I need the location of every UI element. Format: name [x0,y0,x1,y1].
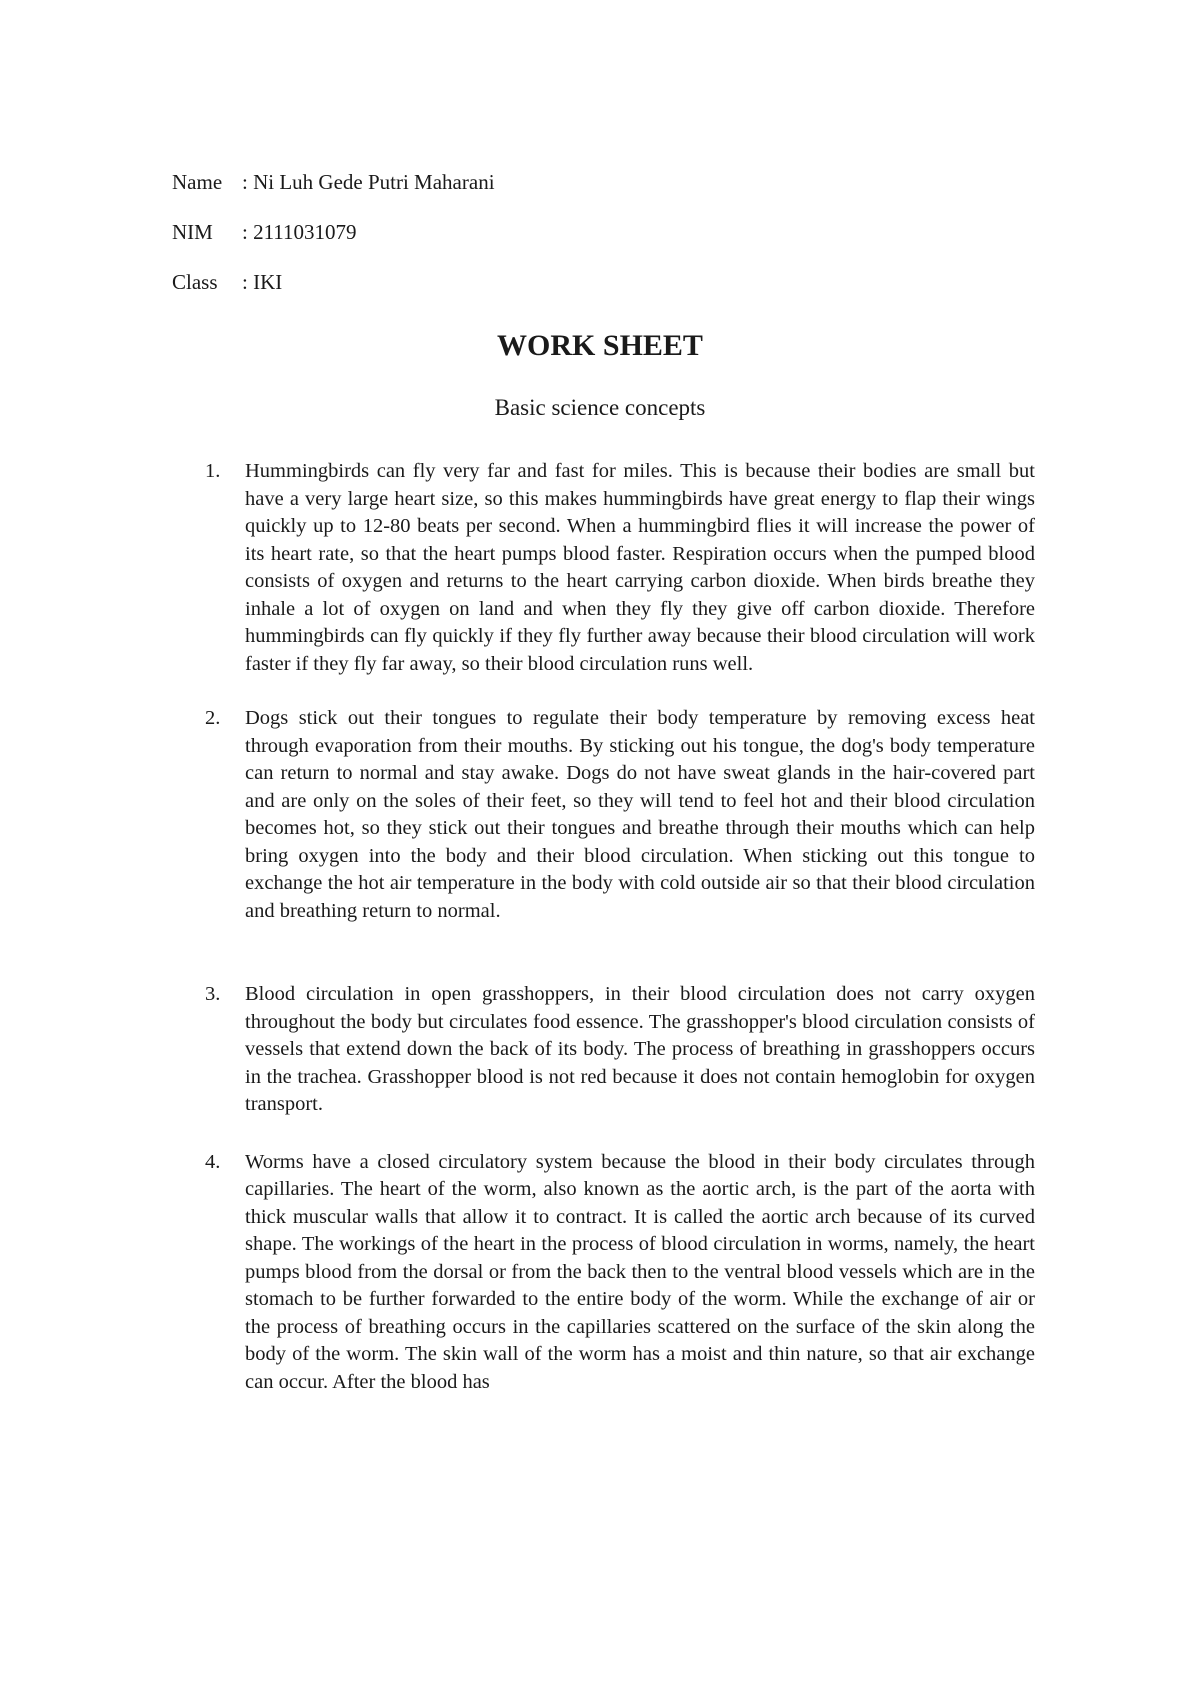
list-item [205,705,1035,925]
list-item [205,1149,1035,1397]
class-value: : IKI [242,270,283,294]
page-title: WORK SHEET [497,329,703,362]
answer-list [205,458,1035,1396]
nim-value: : 2111031079 [242,220,357,244]
item-number: 4. [205,1150,221,1173]
page-subtitle: Basic science concepts [494,395,706,420]
item-number: 1. [205,460,221,482]
list-item [205,458,1035,678]
item-text: Hummingbirds can fly very far and fast for miles. This is because their bodies are small but have a very large heart size, so this makes hummingbirds have great energy to flap their wings quickly up to 12-80 beats per second. When a hummingbird flies it will increase the power of its heart rate, so that the heart pumps blood faster. Respiration occurs when the pumped blood consists of oxygen and returns to the heart carrying carbon dioxide. When birds breathe they inhale a lot of oxygen on land and when they fly they give off carbon dioxide. Therefore hummingbirds can fly quickly if they fly further away because their blood circulation will work faster if they fly far away, so their blood circulation runs well. [245,460,1035,675]
name-label: Name [172,170,223,194]
name-value: : Ni Luh Gede Putri Maharani [242,170,495,194]
class-row [172,270,495,294]
list-item [205,981,1035,1119]
item-text: Blood circulation in open grasshoppers, in their blood circulation does not carry oxygen throughout the body but circulates food essence. The grasshopper's blood circulation consists of vessels that extend down the back of its body. The process of breathing in grasshoppers occurs in the trachea. Grasshopper blood is not red because it does not contain hemoglobin for oxygen transport. [245,983,1035,1115]
name-row [172,170,495,194]
item-text: Worms have a closed circulatory system because the blood in their body circulates through capillaries. The heart of the worm, also known as the aortic arch, is the part of the aorta with thick muscular walls that allow it to contract. It is called the aortic arch because of its curved shape. The workings of the heart in the process of blood circulation in worms, namely, the heart pumps blood from the dorsal or from the back then to the ventral blood vessels which are in the stomach to be further forwarded to the entire body of the worm. While the exchange of air or the process of breathing occurs in the capillaries scattered on the surface of the skin along the body of the worm. The skin wall of the worm has a moist and thin nature, so that air exchange can occur. After the blood has [245,1150,1035,1393]
nim-row [172,220,495,244]
item-number: 2. [205,707,221,729]
class-label: Class [172,270,218,294]
student-identity [172,170,495,320]
item-text: Dogs stick out their tongues to regulate their body temperature by removing excess heat through evaporation from their mouths. By sticking out his tongue, the dog's body temperature can return to normal and stay awake. Dogs do not have sweat glands in the hair-covered part and are only on the soles of their feet, so they will tend to feel hot and their blood circulation becomes hot, so they stick out their tongues and breathe through their mouths which can help bring oxygen into the body and their blood circulation. When sticking out this tongue to exchange the hot air temperature in the body with cold outside air so that their blood circulation and breathing return to normal. [245,707,1035,922]
item-number: 3. [205,983,221,1005]
nim-label: NIM [172,220,213,244]
